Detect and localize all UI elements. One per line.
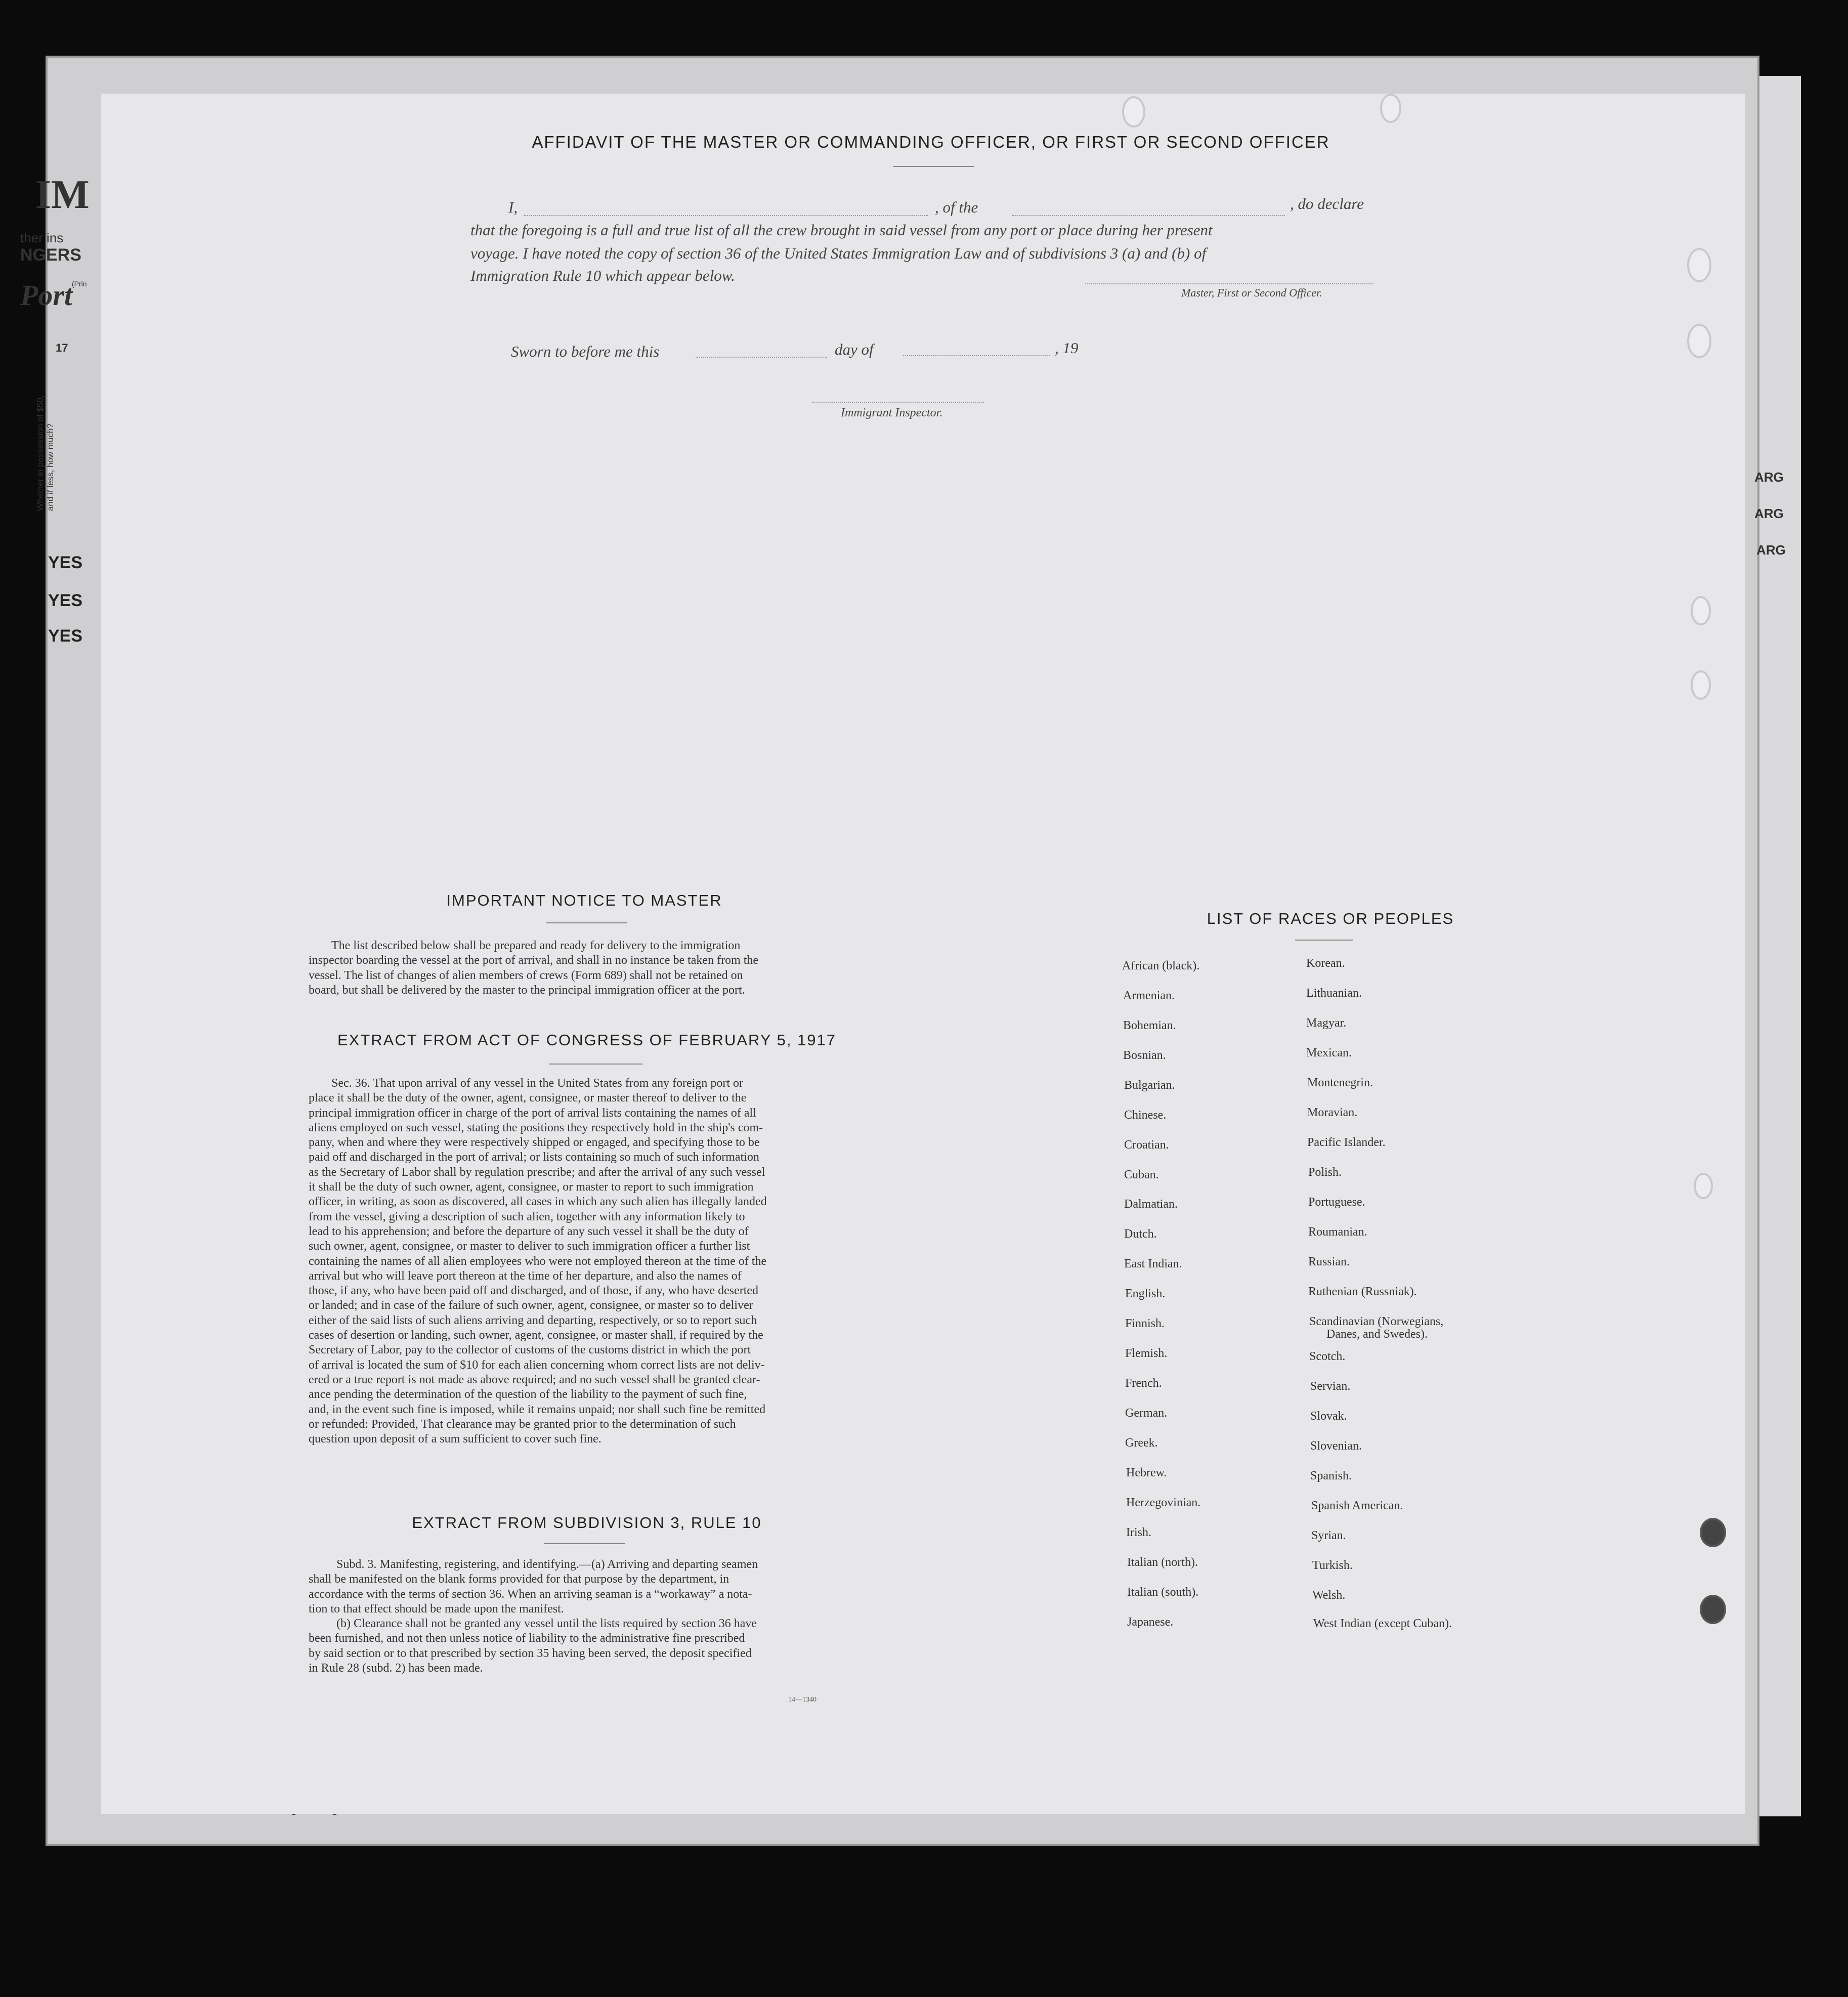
- declaration-line-4: Immigration Rule 10 which appear below.: [470, 267, 735, 284]
- act-line: such owner, agent, consignee, or master to deliver to such immigration officer a further list: [309, 1240, 750, 1253]
- rule-text: [309, 1557, 870, 1676]
- notice-rule: [546, 922, 627, 923]
- declaration-of-the: , of the: [935, 198, 978, 216]
- punch-hole: [1380, 94, 1401, 123]
- affidavit-title: AFFIDAVIT OF THE MASTER OR COMMANDING OFFICER, OR FIRST OR SECOND OFFICER: [532, 133, 1330, 151]
- race-item: Scotch.: [1309, 1350, 1346, 1363]
- race-item: Slovak.: [1310, 1410, 1347, 1423]
- act-line: it shall be the duty of such owner, agent, consignee, or master to report to such immigration: [309, 1180, 754, 1194]
- punch-hole: [1691, 596, 1711, 625]
- act-line: from the vessel, giving a description of such alien, together with any information likely to: [309, 1210, 745, 1223]
- day-of-text: day of: [835, 341, 874, 358]
- act-line: either of the said lists of such aliens arriving and departing, respectively, or so to report such: [309, 1313, 757, 1327]
- act-line: Secretary of Labor, pay to the collector of customs of the customs district in which the port: [309, 1343, 751, 1357]
- act-line: place it shall be the duty of the owner, agent, consignee, or master thereof to deliver to the: [309, 1091, 747, 1105]
- inspector-signature-label: Immigrant Inspector.: [841, 406, 943, 419]
- race-item: Mexican.: [1306, 1046, 1352, 1059]
- race-item: Ruthenian (Russniak).: [1308, 1285, 1417, 1298]
- fragment-yes-1: YES: [48, 553, 83, 572]
- race-item: Magyar.: [1306, 1016, 1347, 1030]
- title-rule: [893, 166, 974, 167]
- race-item: Hebrew.: [1126, 1466, 1167, 1479]
- fragment-yes-3: YES: [48, 626, 83, 646]
- race-item: Greek.: [1125, 1436, 1158, 1450]
- race-item: Cuban.: [1124, 1168, 1159, 1181]
- fragment-arg-3: ARG: [1756, 542, 1786, 558]
- race-item: Dutch.: [1124, 1227, 1157, 1241]
- act-line: paid off and discharged in the port of arrival; or lists containing so much of such information: [309, 1151, 759, 1164]
- race-item: Bohemian.: [1123, 1019, 1176, 1032]
- declaration-i: I,: [508, 198, 518, 216]
- punch-hole: [1687, 324, 1711, 358]
- act-line: ered or a true report is not made as above required; and no such vessel shall be granted clear-: [309, 1373, 760, 1386]
- race-item: Syrian.: [1311, 1529, 1346, 1542]
- race-item: Italian (south).: [1127, 1586, 1199, 1599]
- inspector-signature-line: [812, 402, 984, 403]
- race-item: Croatian.: [1124, 1138, 1169, 1152]
- race-item: Polish.: [1308, 1166, 1342, 1179]
- races-title: LIST OF RACES OR PEOPLES: [1207, 910, 1454, 927]
- fragment-prin: (Prin: [72, 280, 87, 288]
- act-line: Sec. 36. That upon arrival of any vessel in the United States from any foreign port or: [331, 1077, 744, 1090]
- race-item: French.: [1125, 1377, 1162, 1390]
- form-number: 14—1340: [788, 1696, 816, 1704]
- race-item: Herzegovinian.: [1126, 1496, 1201, 1509]
- race-item: West Indian (except Cuban).: [1313, 1617, 1452, 1630]
- race-item: Italian (north).: [1127, 1556, 1198, 1569]
- notice-line: The list described below shall be prepared and ready for delivery to the immigration: [331, 939, 741, 952]
- race-item: Scandinavian (Norwegians,: [1309, 1315, 1444, 1328]
- rule-line: shall be manifested on the blank forms provided for that purpose by the department, in: [309, 1573, 729, 1586]
- race-item: English.: [1125, 1287, 1166, 1300]
- declaration-line-3: voyage. I have noted the copy of section 36 of the United States Immigration Law and of subdivisions 3 (a) and (b) of: [470, 244, 1207, 262]
- act-line: or refunded: Provided, That clearance may be granted prior to the determination of such: [309, 1417, 736, 1431]
- race-item: Pacific Islander.: [1307, 1136, 1386, 1149]
- race-item: Bosnian.: [1123, 1049, 1166, 1062]
- race-item: German.: [1125, 1407, 1168, 1420]
- race-item: Spanish.: [1310, 1469, 1352, 1482]
- act-line: of arrival is located the sum of $10 for each alien concerning whom correct lists are not deliv-: [309, 1358, 765, 1372]
- month-blank: [903, 355, 1050, 356]
- race-item: Turkish.: [1312, 1559, 1353, 1572]
- punch-hole: [1691, 670, 1711, 700]
- name-blank: [524, 215, 928, 216]
- fragment-port: Port: [20, 279, 73, 312]
- act-line: containing the names of all alien employees who were not employed thereon at the time of the: [309, 1254, 767, 1268]
- master-signature-label: Master, First or Second Officer.: [1181, 286, 1322, 299]
- race-item: Chinese.: [1124, 1109, 1167, 1122]
- act-line: cases of desertion or landing, such owner, agent, consignee, or master shall, if required by the: [309, 1329, 763, 1342]
- rule-line: (b) Clearance shall not be granted any vessel until the lists required by section 36 have: [336, 1617, 757, 1631]
- fragment-arg-2: ARG: [1754, 506, 1784, 521]
- rule-line: Subd. 3. Manifesting, registering, and identifying.—(a) Arriving and departing seamen: [336, 1558, 758, 1571]
- act-line: lead to his apprehension; and before the departure of any such vessel it shall be the duty of: [309, 1224, 749, 1238]
- race-item: Danes, and Swedes).: [1326, 1328, 1428, 1341]
- race-item: Finnish.: [1125, 1317, 1165, 1330]
- race-item: Irish.: [1126, 1526, 1151, 1539]
- act-line: those, if any, who have been paid off and discharged, and of those, if any, who have deserted: [309, 1284, 759, 1298]
- rule-title: EXTRACT FROM SUBDIVISION 3, RULE 10: [412, 1514, 762, 1532]
- sworn-day-blank: [696, 357, 827, 358]
- race-item: Servian.: [1310, 1380, 1351, 1393]
- notice-title: IMPORTANT NOTICE TO MASTER: [446, 891, 722, 909]
- race-item: Korean.: [1306, 957, 1345, 970]
- race-item: Slovenian.: [1310, 1439, 1362, 1453]
- act-line: or landed; and in case of the failure of such owner, agent, consignee, or master so to deliver: [309, 1299, 753, 1312]
- punch-hole: [1700, 1518, 1726, 1547]
- race-item: Portuguese.: [1308, 1196, 1365, 1209]
- act-line: arrival but who will leave port thereon at the time of her departure, and also the names of: [309, 1269, 742, 1283]
- race-item: Lithuanian.: [1306, 987, 1362, 1000]
- race-item: Armenian.: [1123, 989, 1175, 1002]
- declaration-line-2: that the foregoing is a full and true list of all the crew brought in said vessel from any port or place during her present: [470, 221, 1213, 239]
- act-line: officer, in writing, as soon as discovered, all cases in which any such alien has illegally landed: [309, 1195, 767, 1209]
- notice-line: board, but shall be delivered by the master to the principal immigration officer at the port.: [309, 983, 745, 997]
- race-item: Montenegrin.: [1307, 1076, 1373, 1089]
- race-item: Bulgarian.: [1124, 1079, 1175, 1092]
- act-text: [309, 1076, 865, 1447]
- rule-line: in Rule 28 (subd. 2) has been made.: [309, 1662, 483, 1675]
- act-line: aliens employed on such vessel, stating the positions they respectively hold in the ship's com-: [309, 1121, 763, 1134]
- punch-hole: [1122, 96, 1145, 128]
- notice-line: inspector boarding the vessel at the port of arrival, and shall in no instance be taken from the: [309, 954, 759, 967]
- punch-hole: [1700, 1595, 1726, 1624]
- rule-line: accordance with the terms of section 36. When an arriving seaman is a “workaway” a nota-: [309, 1587, 752, 1601]
- master-signature-line: [1085, 283, 1373, 284]
- act-line: pany, when and where they were respectively shipped or engaged, and specifying those to be: [309, 1136, 760, 1150]
- act-rule: [549, 1064, 642, 1065]
- race-item: Spanish American.: [1311, 1499, 1403, 1512]
- race-item: Dalmatian.: [1124, 1198, 1178, 1211]
- race-item: East Indian.: [1124, 1257, 1182, 1270]
- notice-line: vessel. The list of changes of alien members of crews (Form 689) shall not be retained on: [309, 968, 743, 982]
- year-text: , 19: [1055, 339, 1079, 357]
- act-line: principal immigration officer in charge of the port of arrival lists containing the names of all: [309, 1106, 756, 1120]
- race-item: Roumanian.: [1308, 1225, 1367, 1239]
- races-rule: [1295, 940, 1353, 941]
- rule-rule: [544, 1543, 625, 1544]
- race-item: Welsh.: [1312, 1589, 1346, 1602]
- act-line: question upon deposit of a sum sufficient to cover such fine.: [309, 1432, 601, 1446]
- declaration-do-declare: , do declare: [1290, 195, 1364, 213]
- fragment-col-header: Whether in possession of $50, and if less, how much?: [35, 395, 55, 511]
- fragment-yes-2: YES: [48, 591, 83, 610]
- vessel-blank: [1012, 215, 1285, 216]
- fragment-ngers: NGERS: [20, 245, 81, 265]
- act-line: as the Secretary of Labor shall by regulation prescribe; and after the arrival of any such vessel: [309, 1165, 765, 1179]
- act-line: ance pending the determination of the question of the liability to the payment of such fine,: [309, 1388, 747, 1401]
- fragment-arg-1: ARG: [1754, 470, 1784, 485]
- fragment-col-17: 17: [56, 342, 68, 354]
- race-item: African (black).: [1122, 959, 1200, 972]
- fragment-im: IM: [35, 173, 90, 217]
- race-item: Flemish.: [1125, 1347, 1168, 1360]
- rule-line: been furnished, and not then unless notice of liability to the administrative fine prescribed: [309, 1632, 745, 1645]
- punch-hole: [1687, 248, 1711, 282]
- act-title: EXTRACT FROM ACT OF CONGRESS OF FEBRUARY 5, 1917: [337, 1031, 837, 1049]
- punch-hole: [1694, 1173, 1713, 1199]
- race-item: Russian.: [1308, 1255, 1350, 1268]
- notice-text: [309, 939, 863, 998]
- rule-line: tion to that effect should be made upon the manifest.: [309, 1602, 564, 1616]
- race-item: Moravian.: [1307, 1106, 1358, 1119]
- sworn-text: Sworn to before me this: [511, 343, 660, 360]
- fragment-other-ins: ther ins: [20, 230, 64, 245]
- rule-line: by said section or to that prescribed by section 35 having been served, the deposit specified: [309, 1646, 752, 1660]
- act-line: and, in the event such fine is imposed, while it remains unpaid; nor shall such fine be remitted: [309, 1403, 766, 1416]
- race-item: Japanese.: [1127, 1616, 1174, 1629]
